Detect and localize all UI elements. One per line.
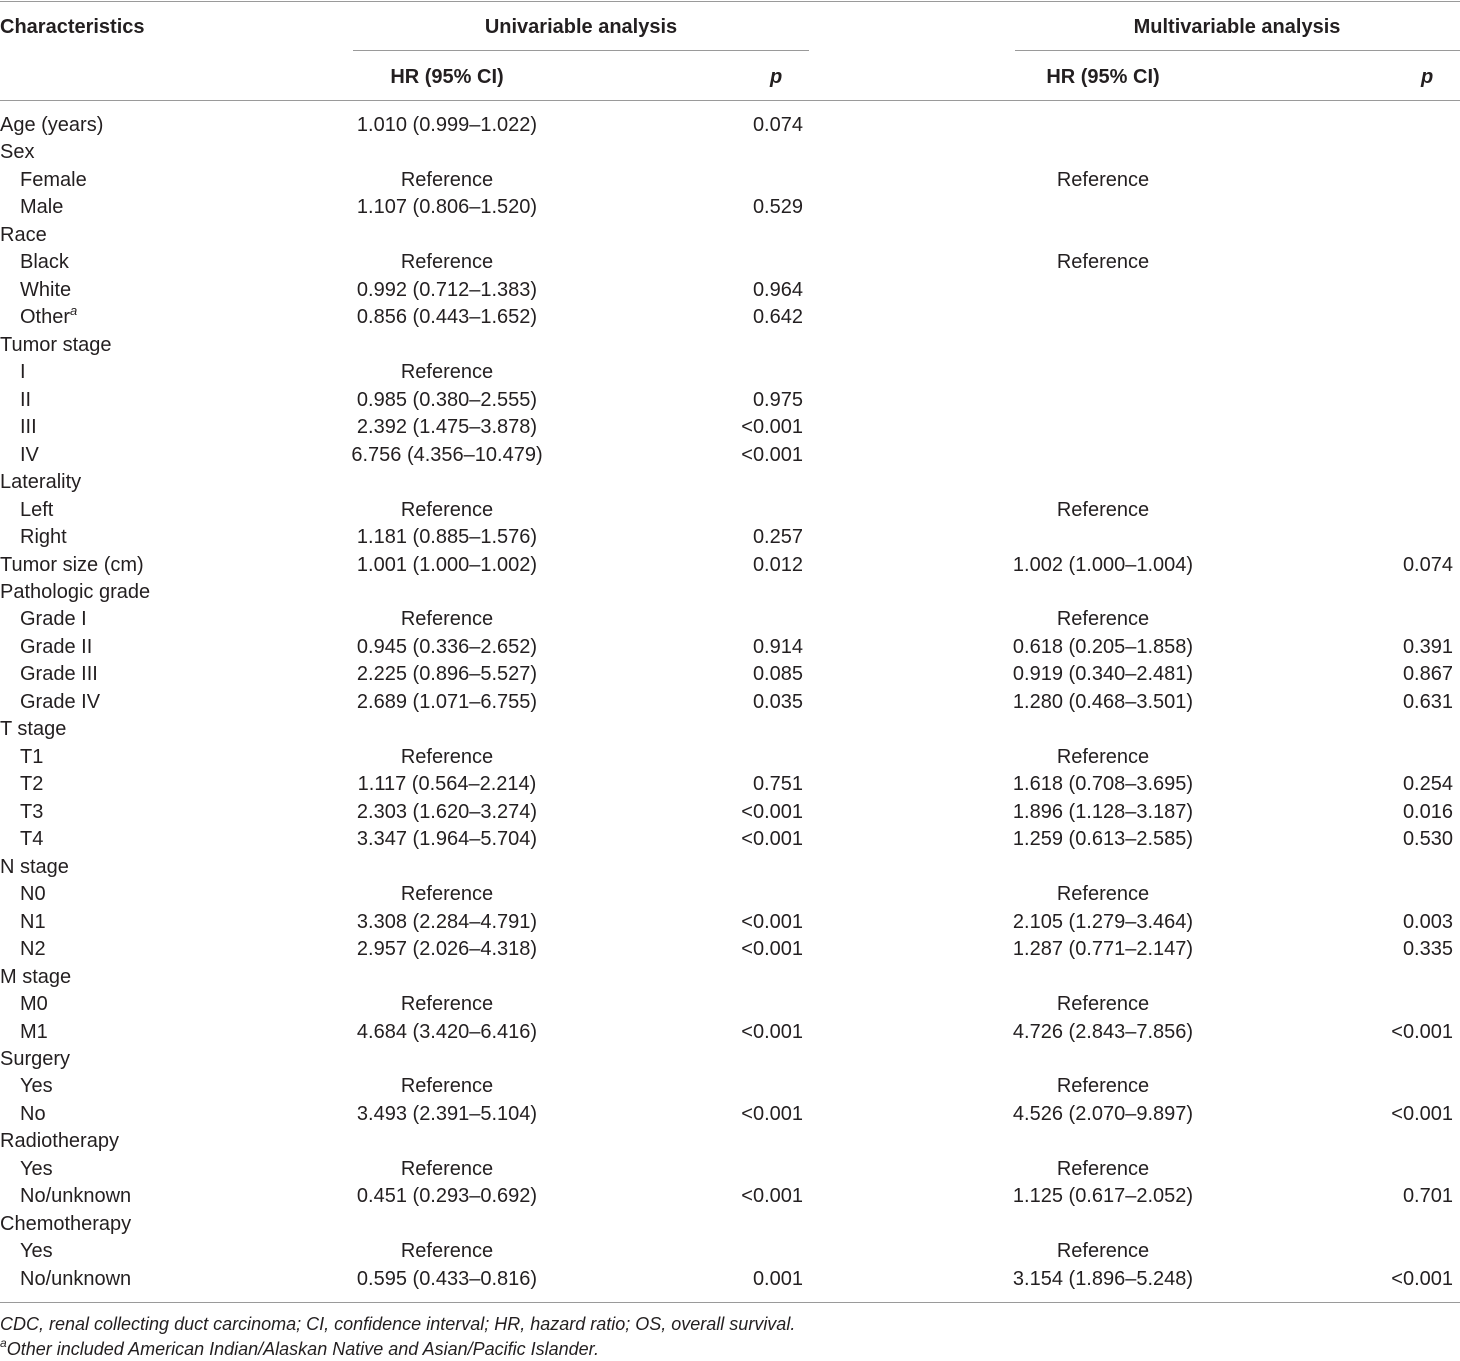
- row-label-text: III: [20, 416, 37, 439]
- table-row: [0, 909, 1460, 937]
- univariable-hr-cell: 3.347 (1.964–5.704): [356, 828, 538, 851]
- univariable-hr-cell: Reference: [400, 251, 494, 274]
- table-row: [0, 799, 1460, 827]
- multivariable-hr-cell: Reference: [1056, 1075, 1150, 1098]
- univariable-hr-cell: 2.225 (0.896–5.527): [356, 663, 538, 686]
- row-label: [20, 359, 26, 387]
- multivariable-hr-cell: Reference: [1056, 883, 1150, 906]
- table-row: [0, 414, 1460, 442]
- row-label: [0, 716, 66, 744]
- table-row: [0, 1101, 1460, 1129]
- multivariable-hr-cell: 1.002 (1.000–1.004): [1012, 553, 1194, 576]
- univariable-hr-cell: Reference: [400, 1240, 494, 1263]
- header-characteristics: Characteristics: [0, 16, 145, 38]
- row-label: [0, 579, 150, 607]
- univariable-p-cell: <0.001: [741, 938, 803, 961]
- table-row: [0, 661, 1460, 689]
- multivariable-hr-cell: Reference: [1056, 1157, 1150, 1180]
- row-label-text: No: [20, 1102, 46, 1125]
- univariable-hr-cell: 3.493 (2.391–5.104): [356, 1102, 538, 1125]
- multivariable-hr-cell: 0.919 (0.340–2.481): [1012, 663, 1194, 686]
- table-row: [0, 1238, 1460, 1266]
- row-label-text: Grade III: [20, 663, 98, 686]
- univariable-p-cell: <0.001: [741, 1020, 803, 1043]
- footnote-a-mark: a: [0, 1336, 7, 1350]
- table-row: [0, 771, 1460, 799]
- row-label: [20, 249, 69, 277]
- multivariable-p-cell: 0.530: [1402, 828, 1453, 851]
- header-multivariable-analysis: Multivariable analysis: [1133, 16, 1341, 38]
- row-label-text: White: [20, 278, 72, 301]
- row-label-text: Black: [20, 251, 69, 274]
- row-label: [20, 881, 46, 909]
- row-label: [20, 1156, 53, 1184]
- multivariable-hr-cell: 4.526 (2.070–9.897): [1012, 1102, 1194, 1125]
- row-label-text: Male: [20, 196, 64, 219]
- univariable-hr-cell: Reference: [400, 883, 494, 906]
- table-row: [0, 359, 1460, 387]
- table-row: [0, 936, 1460, 964]
- multivariable-hr-cell: 1.280 (0.468–3.501): [1012, 690, 1194, 713]
- univariable-p-cell: <0.001: [741, 443, 803, 466]
- multivariable-hr-cell: 3.154 (1.896–5.248): [1012, 1267, 1194, 1290]
- row-label: [20, 606, 87, 634]
- row-label: [0, 222, 47, 250]
- row-label: [20, 442, 39, 470]
- multivariable-hr-cell: 0.618 (0.205–1.858): [1012, 635, 1194, 658]
- multivariable-hr-cell: Reference: [1056, 1240, 1150, 1263]
- footnote-a-text: Other included American Indian/Alaskan Native and Asian/Pacific Islander.: [6, 1339, 599, 1359]
- row-label: [20, 1101, 46, 1129]
- table-row: [0, 606, 1460, 634]
- univariable-hr-cell: Reference: [400, 608, 494, 631]
- row-label-text: T3: [20, 800, 44, 823]
- univariable-hr-cell: Reference: [400, 1157, 494, 1180]
- table-row: [0, 1183, 1460, 1211]
- table-row: [0, 1046, 1460, 1074]
- row-label-text: Sex: [0, 141, 35, 164]
- row-label-text: IV: [20, 443, 39, 466]
- table-row: [0, 1073, 1460, 1101]
- univariable-hr-cell: 0.856 (0.443–1.652): [356, 306, 538, 329]
- row-label-text: Yes: [20, 1075, 53, 1098]
- row-label-text: Female: [20, 168, 87, 191]
- univariable-p-cell: 0.751: [752, 773, 803, 796]
- table-row: [0, 1019, 1460, 1047]
- row-label-text: Yes: [20, 1240, 53, 1263]
- row-label: [20, 497, 53, 525]
- univariable-hr-cell: 2.303 (1.620–3.274): [356, 800, 538, 823]
- table-row: [0, 1211, 1460, 1239]
- row-label: [20, 826, 43, 854]
- row-label: [20, 689, 100, 717]
- univariable-p-cell: 0.074: [752, 114, 803, 136]
- multivariable-hr-cell: 2.105 (1.279–3.464): [1012, 910, 1194, 933]
- row-label: [20, 194, 63, 222]
- univariable-hr-cell: 6.756 (4.356–10.479): [351, 443, 543, 466]
- univariable-hr-cell: 0.451 (0.293–0.692): [356, 1185, 538, 1208]
- multivariable-hr-cell: Reference: [1056, 251, 1150, 274]
- footnote-a: [0, 1337, 599, 1361]
- row-label: [0, 1128, 119, 1156]
- row-label-text: Grade IV: [20, 690, 101, 713]
- univariable-p-cell: <0.001: [741, 910, 803, 933]
- univariable-hr-cell: 1.001 (1.000–1.002): [356, 553, 538, 576]
- row-label-text: T stage: [0, 718, 67, 741]
- multivariable-group-rule: [1015, 50, 1460, 51]
- table-row: [0, 826, 1460, 854]
- table-row: [0, 991, 1460, 1019]
- row-label-text: M stage: [0, 965, 72, 988]
- multivariable-p-cell: 0.254: [1402, 773, 1453, 796]
- row-label: [20, 387, 31, 415]
- table-row: [0, 689, 1460, 717]
- multivariable-p-cell: 0.391: [1402, 635, 1453, 658]
- multivariable-hr-cell: 1.259 (0.613–2.585): [1012, 828, 1194, 851]
- row-label-text: Age (years): [0, 114, 104, 136]
- table-row: [0, 469, 1460, 497]
- row-label: [0, 1211, 131, 1239]
- multivariable-hr-cell: 4.726 (2.843–7.856): [1012, 1020, 1194, 1043]
- table-row: [0, 387, 1460, 415]
- table-row: [0, 744, 1460, 772]
- header-multivariable-p: p: [1421, 66, 1434, 88]
- univariable-hr-cell: Reference: [400, 498, 494, 521]
- row-label-text: No/unknown: [20, 1185, 132, 1208]
- header-multivariable-hr-ci: HR (95% CI): [1046, 66, 1160, 88]
- table-row: [0, 552, 1460, 580]
- univariable-hr-cell: 1.117 (0.564–2.214): [357, 773, 537, 796]
- row-label: [20, 1019, 48, 1047]
- univariable-hr-cell: 3.308 (2.284–4.791): [356, 910, 538, 933]
- row-label-text: M0: [20, 993, 48, 1016]
- row-label: [0, 112, 103, 140]
- row-label: [0, 964, 71, 992]
- multivariable-p-cell: <0.001: [1391, 1267, 1453, 1290]
- row-label-text: Tumor stage: [0, 333, 112, 356]
- row-label-text: II: [20, 388, 32, 411]
- univariable-hr-cell: 0.595 (0.433–0.816): [356, 1267, 538, 1290]
- univariable-p-cell: <0.001: [741, 1185, 803, 1208]
- univariable-hr-cell: 1.107 (0.806–1.520): [356, 196, 538, 219]
- univariable-p-cell: 0.975: [752, 388, 803, 411]
- univariable-p-cell: 0.085: [752, 663, 803, 686]
- univariable-hr-cell: 1.181 (0.885–1.576): [356, 526, 538, 549]
- row-label-text: Tumor size (cm): [0, 553, 144, 576]
- row-label: [20, 1183, 131, 1211]
- row-label-text: Radiotherapy: [0, 1130, 119, 1153]
- multivariable-p-cell: 0.335: [1402, 938, 1453, 961]
- multivariable-hr-cell: 1.618 (0.708–3.695): [1012, 773, 1194, 796]
- row-label-text: Yes: [20, 1157, 53, 1180]
- row-label-text: Grade II: [20, 635, 93, 658]
- row-label: [20, 1073, 53, 1101]
- row-label: [0, 469, 81, 497]
- row-label-text: N2: [20, 938, 46, 961]
- univariable-hr-cell: Reference: [400, 745, 494, 768]
- table-row: [0, 497, 1460, 525]
- univariable-hr-cell: Reference: [400, 361, 494, 384]
- row-label-text: Right: [20, 526, 67, 549]
- row-label: [0, 552, 144, 580]
- univariable-hr-cell: 2.392 (1.475–3.878): [356, 416, 538, 439]
- table-top-rule: [0, 1, 1460, 2]
- univariable-p-cell: <0.001: [741, 800, 803, 823]
- table-row: [0, 222, 1460, 250]
- row-label: [20, 909, 46, 937]
- univariable-hr-cell: 2.957 (2.026–4.318): [356, 938, 538, 961]
- table-row: [0, 112, 1460, 140]
- multivariable-hr-cell: Reference: [1056, 745, 1150, 768]
- multivariable-p-cell: 0.867: [1402, 663, 1453, 686]
- table-row: [0, 1266, 1460, 1294]
- univariable-p-cell: 0.529: [752, 196, 803, 219]
- multivariable-p-cell: 0.074: [1402, 553, 1453, 576]
- row-label-text: Pathologic grade: [0, 580, 151, 603]
- univariable-p-cell: 0.012: [752, 553, 803, 576]
- row-label: [20, 414, 37, 442]
- univariable-p-cell: <0.001: [741, 1102, 803, 1125]
- table-row: [0, 716, 1460, 744]
- univariable-p-cell: <0.001: [741, 416, 803, 439]
- row-label-text: T4: [20, 828, 44, 851]
- header-univariable-hr-ci: HR (95% CI): [390, 66, 504, 88]
- multivariable-p-cell: <0.001: [1391, 1102, 1453, 1125]
- row-label: [0, 139, 34, 167]
- row-label-text: T2: [20, 773, 44, 796]
- table-row: [0, 524, 1460, 552]
- row-label: [20, 661, 98, 689]
- table-row: [0, 881, 1460, 909]
- multivariable-hr-cell: Reference: [1056, 993, 1150, 1016]
- multivariable-p-cell: 0.701: [1402, 1185, 1453, 1208]
- row-label: [0, 332, 112, 360]
- univariable-p-cell: 0.035: [752, 690, 803, 713]
- row-label-text: Race: [0, 223, 47, 246]
- row-label: [20, 771, 43, 799]
- multivariable-hr-cell: Reference: [1056, 498, 1150, 521]
- univariable-hr-cell: 0.992 (0.712–1.383): [356, 278, 538, 301]
- univariable-hr-cell: Reference: [400, 993, 494, 1016]
- table-row: [0, 442, 1460, 470]
- multivariable-hr-cell: 1.287 (0.771–2.147): [1012, 938, 1194, 961]
- header-univariable-analysis: Univariable analysis: [484, 16, 678, 38]
- multivariable-hr-cell: 1.896 (1.128–3.187): [1012, 800, 1194, 823]
- table-row: [0, 634, 1460, 662]
- footnote-abbreviations: CDC, renal collecting duct carcinoma; CI, confidence interval; HR, hazard ratio; OS, overall survival.: [0, 1314, 796, 1334]
- table-row: [0, 964, 1460, 992]
- multivariable-hr-cell: 1.125 (0.617–2.052): [1012, 1185, 1194, 1208]
- row-label-text: T1: [20, 745, 44, 768]
- multivariable-p-cell: 0.016: [1402, 800, 1453, 823]
- row-label-text: Grade I: [20, 608, 87, 631]
- row-label: [20, 167, 87, 195]
- univariable-p-cell: 0.642: [752, 306, 803, 329]
- row-label: [20, 991, 48, 1019]
- table-row: [0, 854, 1460, 882]
- row-label-text: Chemotherapy: [0, 1212, 132, 1235]
- table-row: [0, 579, 1460, 607]
- row-label: [0, 1046, 70, 1074]
- univariable-p-cell: 0.914: [752, 635, 803, 658]
- univariable-p-cell: <0.001: [741, 828, 803, 851]
- table-row: [0, 304, 1460, 332]
- row-label-text: Laterality: [0, 471, 82, 494]
- row-label-text: Other: [20, 306, 71, 329]
- row-label-text: Surgery: [0, 1047, 71, 1070]
- table-row: [0, 139, 1460, 167]
- univariable-hr-cell: 0.985 (0.380–2.555): [356, 388, 538, 411]
- univariable-p-cell: 0.964: [752, 278, 803, 301]
- multivariable-hr-cell: Reference: [1056, 168, 1150, 191]
- table-row: [0, 277, 1460, 305]
- multivariable-p-cell: 0.003: [1402, 910, 1453, 933]
- row-label-text: Left: [20, 498, 54, 521]
- table-row: [0, 249, 1460, 277]
- row-label-text: No/unknown: [20, 1267, 132, 1290]
- header-univariable-p: p: [770, 66, 783, 88]
- row-label: [20, 1266, 131, 1294]
- univariable-p-cell: 0.001: [752, 1267, 803, 1290]
- table-row: [0, 1156, 1460, 1184]
- row-label: [0, 854, 69, 882]
- table-bottom-rule: [0, 1302, 1460, 1303]
- row-label: [20, 634, 92, 662]
- header-bottom-rule: [0, 100, 1460, 101]
- univariable-group-rule: [353, 50, 809, 51]
- table-row: [0, 194, 1460, 222]
- univariable-hr-cell: Reference: [400, 1075, 494, 1098]
- multivariable-p-cell: 0.631: [1402, 690, 1453, 713]
- row-label-text: N stage: [0, 855, 69, 878]
- univariable-hr-cell: 2.689 (1.071–6.755): [356, 690, 538, 713]
- row-label-footnote-mark: a: [70, 302, 78, 318]
- table-row: [0, 332, 1460, 360]
- row-label: [20, 1238, 53, 1266]
- univariable-hr-cell: Reference: [400, 168, 494, 191]
- row-label: [20, 936, 46, 964]
- univariable-hr-cell: 1.010 (0.999–1.022): [356, 114, 538, 136]
- univariable-hr-cell: 4.684 (3.420–6.416): [356, 1020, 538, 1043]
- row-label: [20, 524, 67, 552]
- row-label: [20, 304, 77, 332]
- row-label-text: N0: [20, 883, 46, 906]
- row-label: [20, 277, 71, 305]
- row-label: [20, 799, 43, 827]
- row-label-text: I: [20, 361, 26, 384]
- table-row: [0, 1128, 1460, 1156]
- univariable-hr-cell: 0.945 (0.336–2.652): [356, 635, 538, 658]
- multivariable-hr-cell: Reference: [1056, 608, 1150, 631]
- row-label: [20, 744, 43, 772]
- row-label-text: N1: [20, 910, 46, 933]
- row-label-text: M1: [20, 1020, 48, 1043]
- univariable-p-cell: 0.257: [752, 526, 803, 549]
- table-row: [0, 167, 1460, 195]
- multivariable-p-cell: <0.001: [1391, 1020, 1453, 1043]
